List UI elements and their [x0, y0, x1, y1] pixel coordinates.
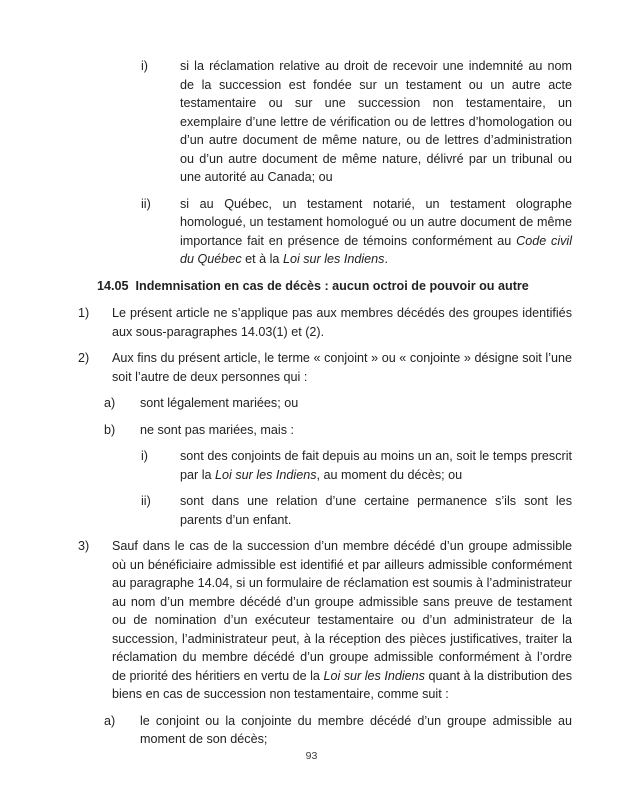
list-marker: i) — [141, 59, 148, 73]
text-run-italic: Loi sur les Indiens — [323, 668, 425, 683]
text-run: sont des conjoints de fait depuis au moins un an, soit le temps prescrit par la — [180, 449, 572, 482]
text-run: sont dans une relation d’une certaine permanence s’ils sont les parents d’un enfant. — [180, 494, 572, 527]
list-item-roman-ii — [141, 195, 572, 269]
list-marker: 1) — [78, 306, 90, 320]
paragraph-text — [180, 492, 572, 529]
text-run: Aux fins du présent article, le terme « conjoint » ou « conjointe » désigne soit l’une soit l’autre de deux personnes qui : — [112, 351, 572, 384]
text-run: sont légalement mariées; ou — [140, 396, 299, 410]
paragraph-text — [112, 349, 572, 386]
paragraph-text — [180, 195, 572, 269]
list-item-roman-i — [141, 57, 572, 187]
list-item-3a — [104, 712, 572, 749]
list-marker: a) — [104, 396, 116, 410]
text-run: si au Québec, un testament notarié, un testament olographe homologué, un testament homologué ou un autre document de même importance fait en présence de témoins conformément au — [180, 196, 572, 248]
list-item-1 — [78, 304, 572, 341]
section-heading — [97, 277, 573, 296]
list-item-2a — [104, 394, 572, 413]
list-item-2b — [104, 421, 572, 440]
list-item-2 — [78, 349, 572, 386]
paragraph-text — [112, 304, 572, 341]
list-item-2b-ii — [141, 492, 572, 529]
text-run: quant à la distribution des biens en cas de succession non testamentaire, comme suit : — [112, 668, 572, 701]
section-title: Indemnisation en cas de décès : aucun octroi de pouvoir ou autre — [135, 278, 529, 293]
text-run: ne sont pas mariées, mais : — [140, 422, 294, 437]
paragraph-text — [140, 394, 572, 413]
list-marker: 2) — [78, 351, 90, 365]
paragraph-text — [140, 712, 572, 749]
text-run: le conjoint ou la conjointe du membre décédé d’un groupe admissible au moment de son décès; — [140, 713, 572, 746]
text-run-italic: Code civil du Québec — [180, 233, 573, 266]
text-run: Le présent article ne s’applique pas aux membres décédés des groupes identifiés aux sous-paragraphes 14.03(1) et (2). — [112, 306, 572, 339]
paragraph-text — [112, 537, 572, 704]
text-run: et à la — [241, 252, 283, 266]
text-run: Sauf dans le cas de la succession d’un membre décédé d’un groupe admissible où un bénéficiaire admissible est identifié et par ailleurs admissible conformément au paragraphe 14.04, si un formulaire de réclamation est soumis à l’administrateur au nom d’un membre décédé d’un groupe admissible sans preuve de testament ou de nomination d’un exécuteur testamentaire ou d’un administrateur de la succession, l’administrateur peut, à la réception des pièces justificatives, traiter la réclamation du membre décédé d’un groupe admissible conformément à l’ordre de priorité des héritiers en vertu de la — [112, 539, 572, 683]
text-run: si la réclamation relative au droit de recevoir une indemnité au nom de la succession est fondée sur un testament ou un autre acte testamentaire ou sur une succession non testamentaire, un exemplaire d’une lettre de vérification ou de lettres d’homologation ou d’un autre document de même nature, ou de lettres d’administration ou d’un autre document de même nature, délivré par un tribunal ou une autorité au Canada; ou — [180, 59, 572, 184]
text-run: , au moment du décès; ou — [316, 467, 463, 482]
list-marker: ii) — [141, 494, 151, 508]
page-number: 93 — [305, 750, 318, 762]
text-run-italic: Loi sur les Indiens — [282, 252, 385, 266]
list-marker: a) — [104, 713, 116, 728]
text-run-italic: Loi sur les Indiens — [215, 467, 317, 482]
paragraph-text — [140, 421, 572, 440]
section-number: 14.05 — [97, 278, 129, 293]
list-marker: i) — [141, 449, 148, 463]
list-marker: 3) — [78, 539, 90, 553]
text-run: . — [384, 252, 388, 266]
paragraph-text — [180, 57, 572, 187]
list-item-2b-i — [141, 447, 572, 484]
list-marker: ii) — [141, 196, 151, 211]
paragraph-text — [180, 447, 572, 484]
list-marker: b) — [104, 422, 116, 437]
list-item-3 — [78, 537, 572, 704]
